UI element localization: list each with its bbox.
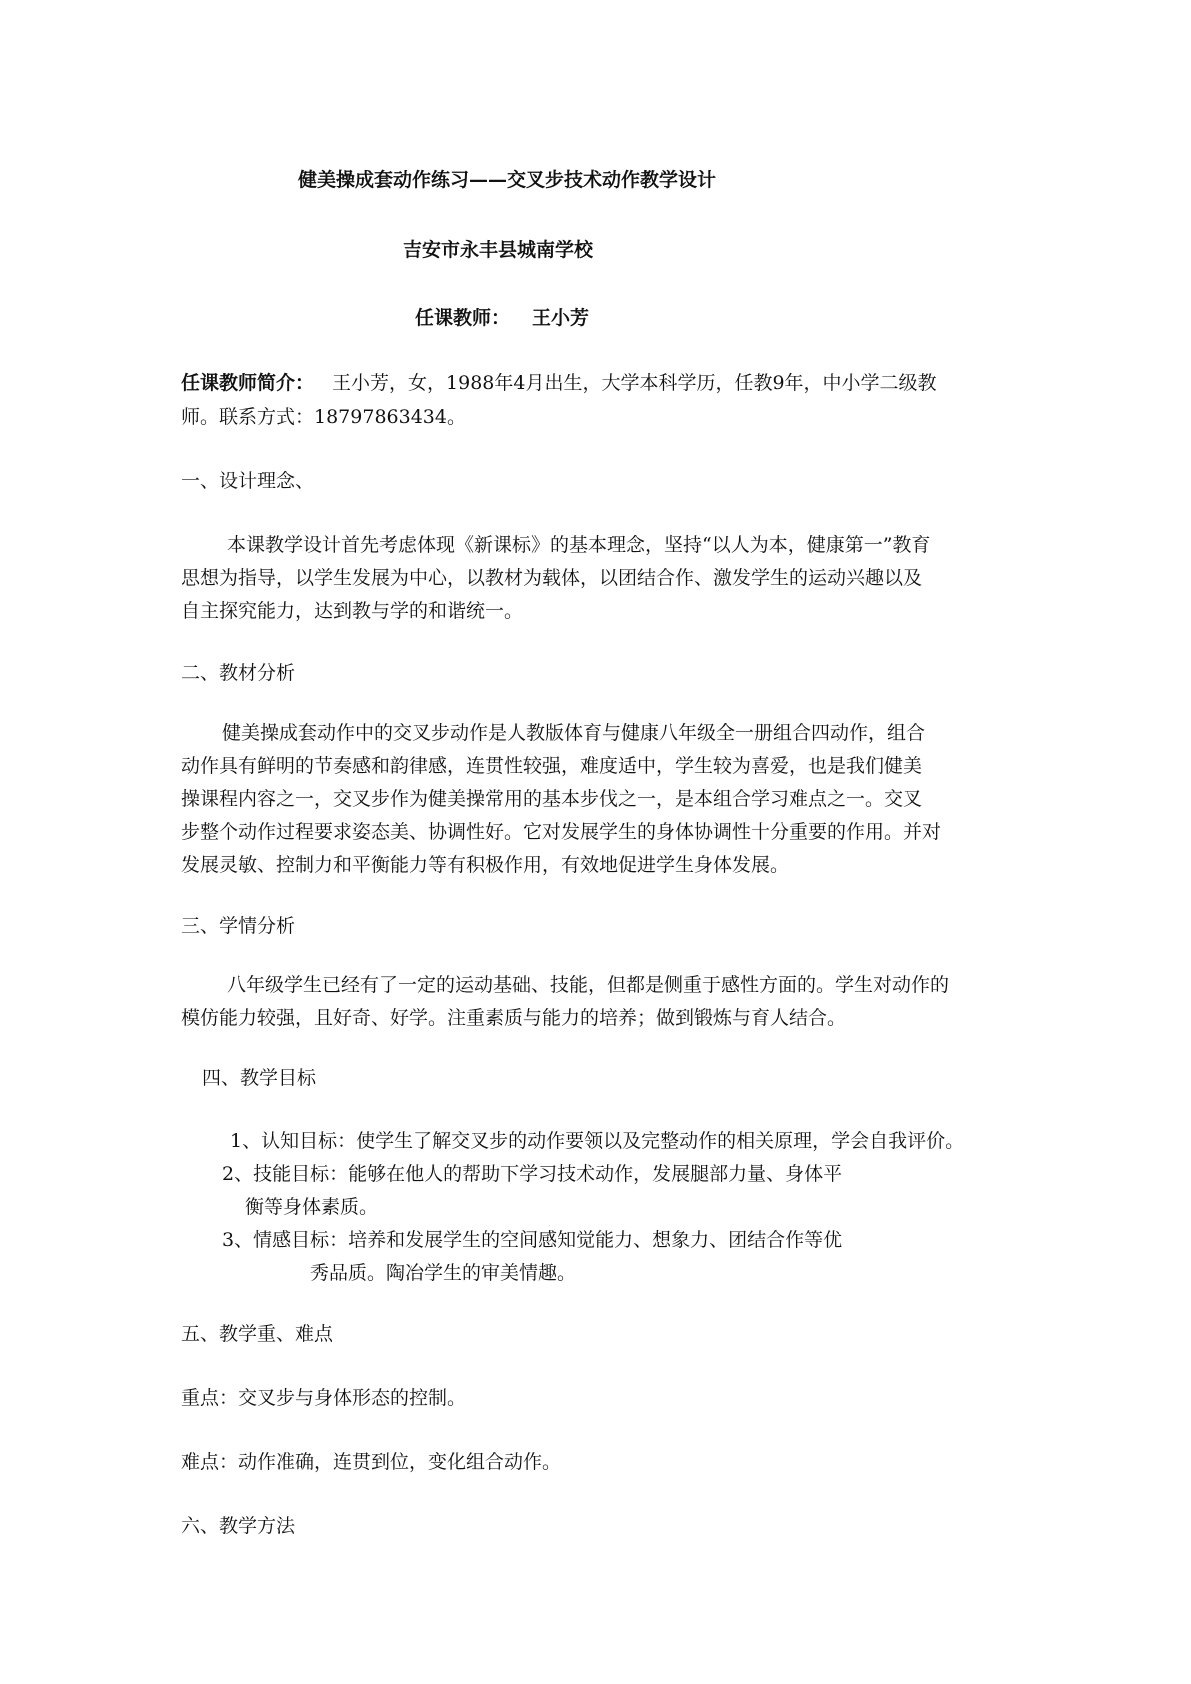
intro-line-1: [181, 371, 937, 395]
section-heading-4: 四、教学目标: [202, 1067, 317, 1089]
teacher-label: 任课教师：: [415, 307, 511, 329]
school-name: 吉安市永丰县城南学校: [403, 239, 594, 261]
intro-text-1: 王小芳，女，1988年4月出生，大学本科学历，任教9年，中小学二级教: [332, 372, 937, 394]
section-heading-5: 五、教学重、难点: [181, 1323, 334, 1345]
section-heading-2: 二、教材分析: [181, 662, 296, 684]
objective-line: 2、技能目标：能够在他人的帮助下学习技术动作，发展腿部力量、身体平: [222, 1163, 843, 1185]
teacher-name: 王小芳: [532, 307, 590, 329]
paragraph-line: 模仿能力较强，且好奇、好学。注重素质与能力的培养；做到锻炼与育人结合。: [181, 1007, 847, 1029]
section-heading-3: 三、学情分析: [181, 915, 296, 937]
paragraph-line: 发展灵敏、控制力和平衡能力等有积极作用，有效地促进学生身体发展。: [181, 854, 790, 876]
paragraph-line: 八年级学生已经有了一定的运动基础、技能，但都是侧重于感性方面的。学生对动作的: [227, 974, 950, 996]
section-heading-6: 六、教学方法: [181, 1515, 296, 1537]
paragraph-line: 动作具有鲜明的节奏感和韵律感，连贯性较强，难度适中，学生较为喜爱，也是我们健美: [181, 755, 923, 777]
objective-line: 3、情感目标：培养和发展学生的空间感知觉能力、想象力、团结合作等优: [222, 1229, 843, 1251]
difficulty-point: 难点：动作准确，连贯到位，变化组合动作。: [181, 1451, 562, 1473]
objective-line: 1、认知目标：使学生了解交叉步的动作要领以及完整动作的相关原理，学会自我评价。: [230, 1130, 965, 1152]
paragraph-line: 健美操成套动作中的交叉步动作是人教版体育与健康八年级全一册组合四动作，组合: [222, 722, 926, 744]
intro-line-2: 师。联系方式：18797863434。: [181, 406, 466, 428]
intro-label: 任课教师简介：: [181, 372, 315, 394]
document-title: 健美操成套动作练习——交叉步技术动作教学设计: [298, 169, 717, 191]
paragraph-line: 思想为指导，以学生发展为中心，以教材为载体，以团结合作、激发学生的运动兴趣以及: [181, 567, 923, 589]
paragraph-line: 自主探究能力，达到教与学的和谐统一。: [181, 600, 524, 622]
teacher-line: [415, 303, 589, 330]
paragraph-line: 步整个动作过程要求姿态美、协调性好。它对发展学生的身体协调性十分重要的作用。并对: [181, 821, 942, 843]
paragraph-line: 本课教学设计首先考虑体现《新课标》的基本理念，坚持“以人为本，健康第一”教育: [227, 534, 931, 556]
paragraph-line: 操课程内容之一，交叉步作为健美操常用的基本步伐之一，是本组合学习难点之一。交叉: [181, 788, 923, 810]
section-heading-1: 一、设计理念、: [181, 470, 315, 492]
key-point: 重点：交叉步与身体形态的控制。: [181, 1387, 467, 1409]
objective-line: 秀品质。陶冶学生的审美情趣。: [310, 1262, 577, 1284]
objective-line: 衡等身体素质。: [245, 1196, 379, 1218]
